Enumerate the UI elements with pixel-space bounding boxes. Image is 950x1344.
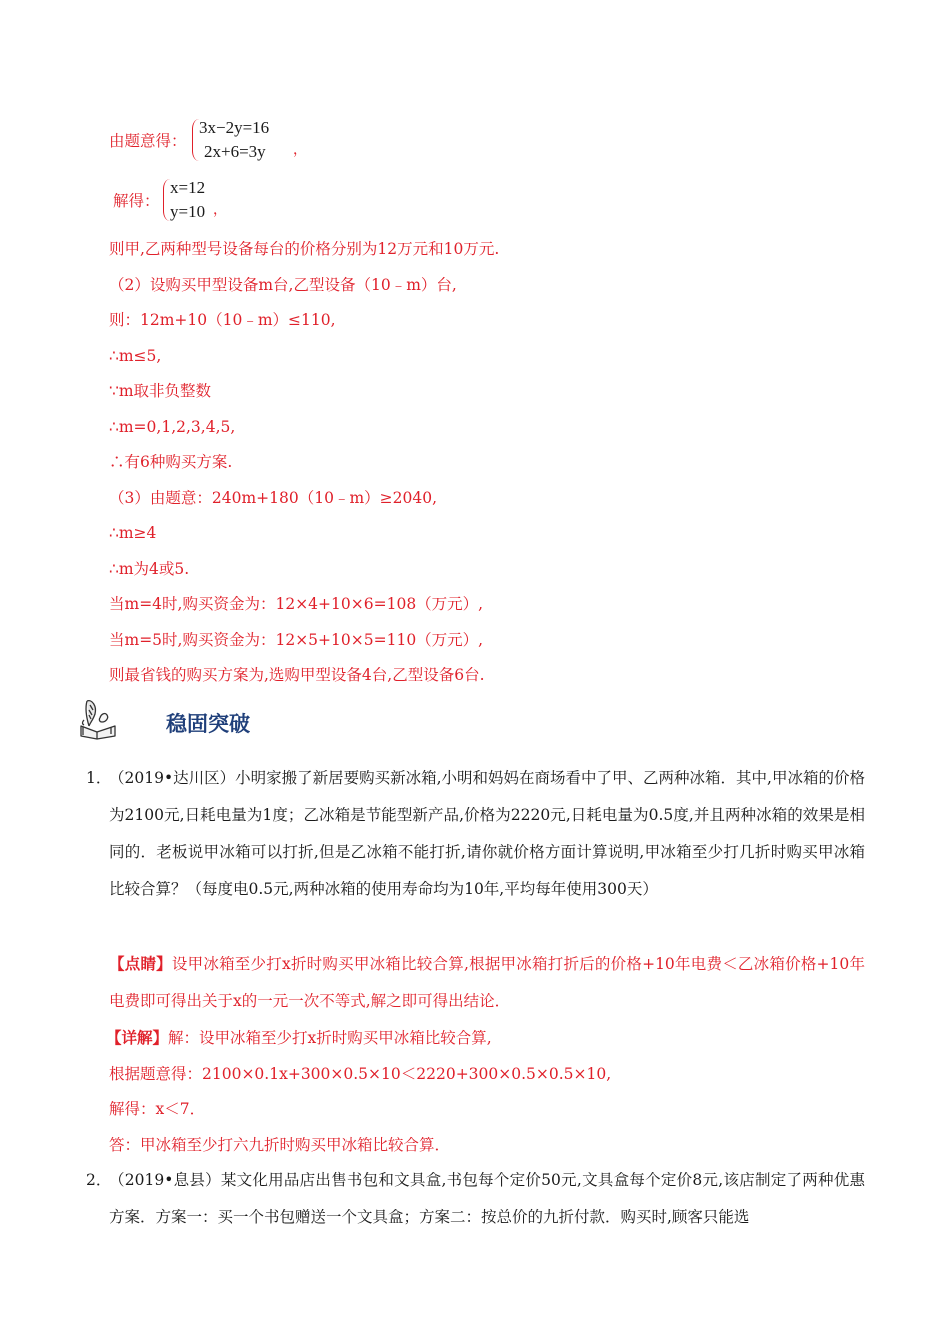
system-equation: 3x−2y=16 bbox=[199, 118, 270, 137]
section-title: 稳固突破 bbox=[166, 712, 250, 736]
problem-text: （2019•息县）某文化用品店出售书包和文具盒,书包每个定价50元,文具盒每个定价8元,该店制定了两种优惠方案．方案一：买一个书包赠送一个文具盒；方案二：按总价的九折付款．购买时,顾客只能选 bbox=[109, 1171, 865, 1226]
solution-line: ∴m=0,1,2,3,4,5, bbox=[109, 418, 236, 436]
solution-line: 当m=5时,购买资金为：12×5+10×5=110（万元）, bbox=[109, 631, 484, 649]
detail-line: 答：甲冰箱至少打六九折时购买甲冰箱比较合算． bbox=[109, 1136, 451, 1154]
detail-text: 解：设甲冰箱至少打x折时购买甲冰箱比较合算, bbox=[168, 1029, 492, 1047]
system-trail: ， bbox=[293, 142, 307, 158]
problem-number: 2． bbox=[86, 1171, 112, 1189]
equation-system-2 bbox=[109, 177, 309, 225]
system-label: 解得： bbox=[113, 192, 160, 210]
solution-line: ∴m≥4 bbox=[109, 524, 157, 542]
solution-line: ∴有6种购买方案. bbox=[109, 453, 233, 471]
hint-text: 设甲冰箱至少打x折时购买甲冰箱比较合算,根据甲冰箱打折后的价格+10年电费＜乙冰箱价格+10年电费即可得出关于x的一元一次不等式,解之即可得出结论． bbox=[109, 955, 865, 1010]
solution-line: 当m=4时,购买资金为：12×4+10×6=108（万元）, bbox=[109, 595, 484, 613]
problem-text: （2019•达川区）小明家搬了新居要购买新冰箱,小明和妈妈在商场看中了甲、乙两种冰箱．其中,甲冰箱的价格为2100元,日耗电量为1度；乙冰箱是节能型新产品,价格为2220元,日耗电量为0.5度,并且两种冰箱的效果是相同的．老板说甲冰箱可以打折,但是乙冰箱不能打折,请你就价格方面计算说明,甲冰箱至少打几折时购买甲冰箱比较合算？（每度电0.5元,两种冰箱的使用寿命均为10年,平均每年使用300天） bbox=[109, 769, 865, 898]
book-quill-icon bbox=[78, 696, 118, 744]
solution-line: （2）设购买甲型设备m台,乙型设备（10﹣m）台, bbox=[109, 276, 457, 294]
solution-line: 则甲,乙两种型号设备每台的价格分别为12万元和10万元. bbox=[109, 240, 500, 258]
detail-line: 解得：x＜7． bbox=[109, 1100, 206, 1118]
system-equation: x=12 bbox=[170, 178, 206, 197]
detail-line: 根据题意得：2100×0.1x+300×0.5×10＜2220+300×0.5×0.5×10, bbox=[109, 1065, 612, 1083]
solution-line: ∴m≤5, bbox=[109, 347, 162, 365]
detail-tag: 【详解】 bbox=[106, 1028, 169, 1047]
detail-line bbox=[106, 1027, 492, 1049]
system-equation: 2x+6=3y bbox=[204, 142, 266, 161]
solution-line: 则：12m+10（10﹣m）≤110, bbox=[109, 311, 336, 329]
solution-line: 则最省钱的购买方案为,选购甲型设备4台,乙型设备6台. bbox=[109, 666, 485, 684]
hint-paragraph bbox=[109, 945, 865, 1020]
solution-line: ∵m取非负整数 bbox=[109, 382, 212, 400]
hint-tag: 【点睛】 bbox=[109, 954, 172, 973]
system-trail: ， bbox=[213, 202, 227, 218]
system-equation: y=10 bbox=[170, 202, 206, 221]
problem-number: 1． bbox=[86, 769, 112, 787]
equation-system-1 bbox=[109, 117, 329, 165]
solution-line: （3）由题意：240m+180（10﹣m）≥2040, bbox=[109, 489, 437, 507]
solution-line: ∴m为4或5. bbox=[109, 560, 190, 578]
system-label: 由题意得： bbox=[109, 132, 187, 150]
